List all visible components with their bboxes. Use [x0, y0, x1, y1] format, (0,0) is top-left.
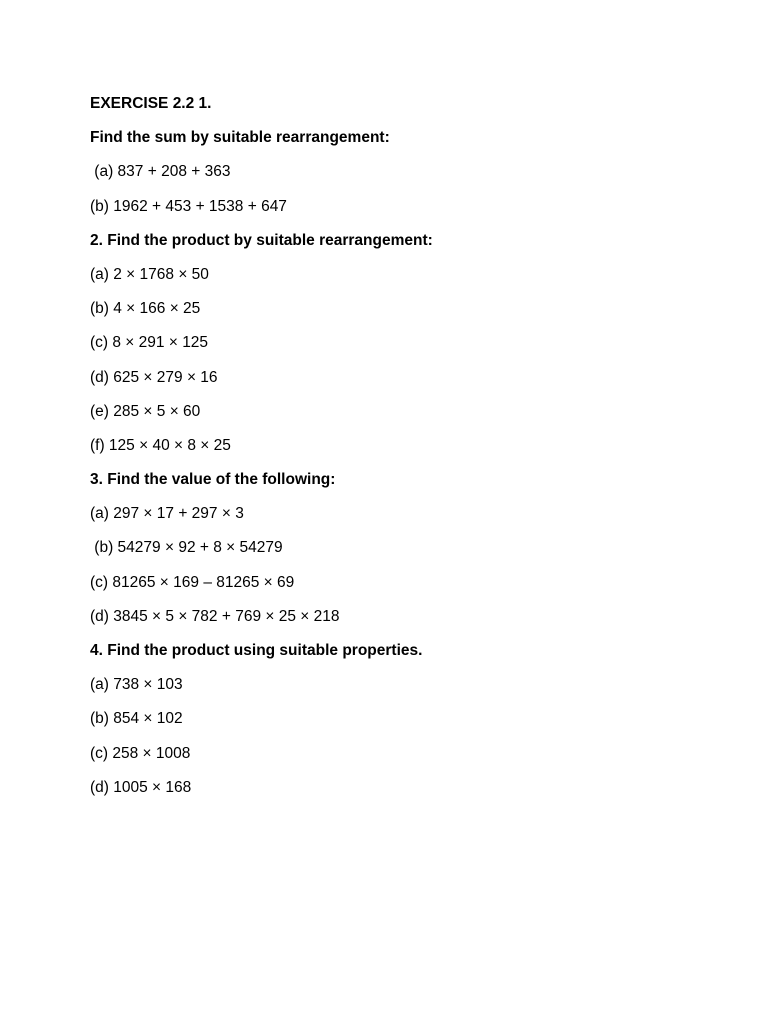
question-2e: (e) 285 × 5 × 60	[90, 402, 201, 420]
question-1b: (b) 1962 + 453 + 1538 + 647	[90, 197, 287, 215]
question-2f: (f) 125 × 40 × 8 × 25	[90, 436, 231, 454]
question-3a: (a) 297 × 17 + 297 × 3	[90, 505, 244, 523]
question-1-title: Find the sum by suitable rearrangement:	[90, 129, 390, 147]
question-4a: (a) 738 × 103	[90, 676, 183, 694]
question-3d: (d) 3845 × 5 × 782 + 769 × 25 × 218	[90, 607, 340, 625]
question-4c: (c) 258 × 1008	[90, 744, 191, 762]
question-3c: (c) 81265 × 169 – 81265 × 69	[90, 573, 295, 591]
question-1a: (a) 837 + 208 + 363	[90, 163, 231, 181]
exercise-heading: EXERCISE 2.2 1.	[90, 95, 212, 112]
question-4d: (d) 1005 × 168	[90, 778, 192, 796]
question-2d: (d) 625 × 279 × 16	[90, 368, 218, 386]
question-3b: (b) 54279 × 92 + 8 × 54279	[90, 539, 283, 557]
question-2c: (c) 8 × 291 × 125	[90, 334, 209, 352]
question-2a: (a) 2 × 1768 × 50	[90, 265, 209, 283]
question-2-title: 2. Find the product by suitable rearrangement:	[90, 231, 433, 249]
document-content	[90, 94, 710, 812]
question-3-title: 3. Find the value of the following:	[90, 471, 336, 489]
question-4-title: 4. Find the product using suitable properties.	[90, 642, 423, 659]
question-2b: (b) 4 × 166 × 25	[90, 300, 201, 318]
question-4b: (b) 854 × 102	[90, 710, 183, 728]
